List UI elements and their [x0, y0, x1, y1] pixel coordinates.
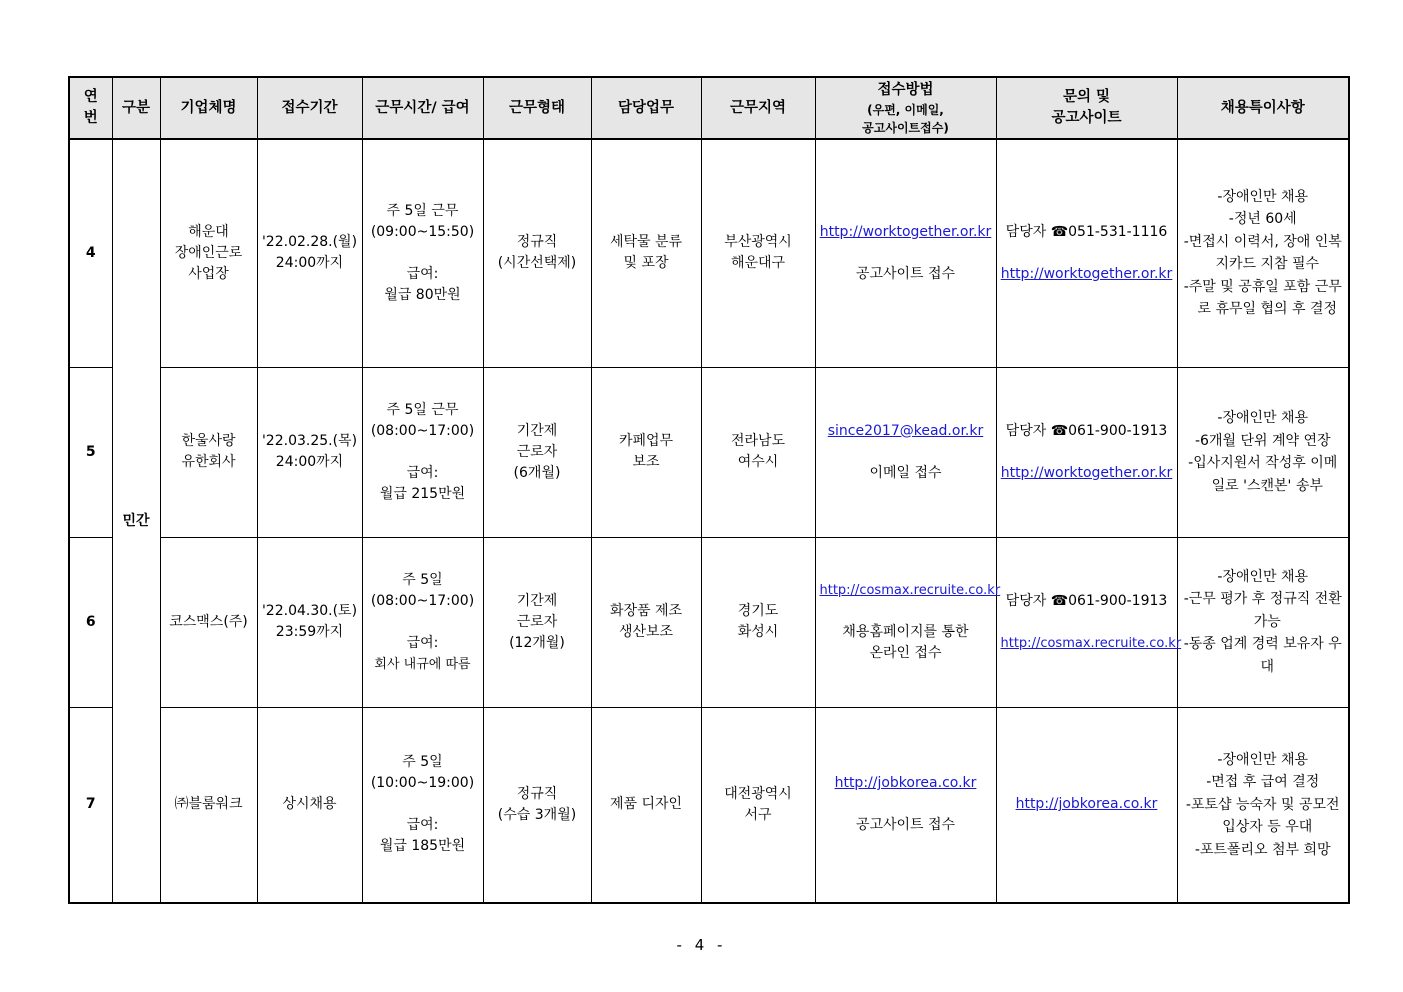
period-cell: 상시채용: [257, 707, 362, 903]
contact-link[interactable]: http://cosmax.recruite.co.kr: [1000, 635, 1182, 651]
duty-cell: 화장품 제조 생산보조: [591, 537, 701, 707]
type-cell: 기간제 근로자 (12개월): [483, 537, 591, 707]
row-number: 7: [69, 707, 112, 903]
category-cell: 민간: [112, 139, 160, 903]
notes-cell: -장애인만 채용 -면접 후 급여 결정 -포토샵 능숙자 및 공모전 입상자 등 우대 -포트폴리오 첨부 희망: [1177, 707, 1349, 903]
duty-cell: 세탁물 분류 및 포장: [591, 139, 701, 367]
duty-cell: 제품 디자인: [591, 707, 701, 903]
hours-pay-cell: 주 5일 (10:00~19:00) 급여: 월급 185만원: [362, 707, 483, 903]
company-cell: 코스맥스(주): [160, 537, 257, 707]
table-row: [69, 707, 1349, 903]
method-link[interactable]: http://worktogether.or.kr: [819, 223, 992, 240]
contact-link[interactable]: http://worktogether.or.kr: [1000, 265, 1173, 282]
header-no: 연 번: [69, 77, 112, 139]
header-hours: 근무시간/ 급여: [362, 77, 483, 139]
header-category: 구분: [112, 77, 160, 139]
region-cell: 대전광역시 서구: [701, 707, 815, 903]
contact-phone: 담당자 ☎051-531-1116: [1005, 223, 1168, 240]
job-listing-table: [68, 76, 1350, 904]
contact-phone: 담당자 ☎061-900-1913: [1005, 592, 1168, 609]
notes-cell: -장애인만 채용 -근무 평가 후 정규직 전환 가능 -동종 업계 경력 보유자 우대: [1177, 537, 1349, 707]
method-link[interactable]: http://jobkorea.co.kr: [834, 775, 977, 792]
contact-cell: [996, 139, 1177, 367]
header-method: 접수방법 (우편, 이메일, 공고사이트접수): [815, 77, 996, 139]
contact-link[interactable]: http://jobkorea.co.kr: [1015, 796, 1158, 813]
method-cell: http://worktogether.or.kr 공고사이트 접수: [815, 139, 996, 367]
row-number: 5: [69, 367, 112, 537]
header-period: 접수기간: [257, 77, 362, 139]
header-notes: 채용특이사항: [1177, 77, 1349, 139]
method-link[interactable]: http://cosmax.recruite.co.kr: [819, 583, 1001, 598]
header-company: 기업체명: [160, 77, 257, 139]
method-cell: since2017@kead.or.kr 이메일 접수: [815, 367, 996, 537]
header-type: 근무형태: [483, 77, 591, 139]
region-cell: 전라남도 여수시: [701, 367, 815, 537]
type-cell: 정규직 (시간선택제): [483, 139, 591, 367]
period-cell: '22.02.28.(월) 24:00까지: [257, 139, 362, 367]
header-region: 근무지역: [701, 77, 815, 139]
hours-pay-cell: 주 5일 (08:00~17:00) 급여: 회사 내규에 따름: [362, 537, 483, 707]
company-cell: ㈜블룸워크: [160, 707, 257, 903]
period-cell: '22.04.30.(토) 23:59까지: [257, 537, 362, 707]
contact-phone: 담당자 ☎061-900-1913: [1005, 422, 1168, 439]
type-cell: 기간제 근로자 (6개월): [483, 367, 591, 537]
page-number: - 4 -: [676, 936, 727, 954]
row-number: 4: [69, 139, 112, 367]
company-cell: 한울사랑 유한회사: [160, 367, 257, 537]
row-number: 6: [69, 537, 112, 707]
region-cell: 부산광역시 해운대구: [701, 139, 815, 367]
table-row: [69, 139, 1349, 367]
notes-cell: -장애인만 채용 -정년 60세 -면접시 이력서, 장애 인복지카드 지참 필수 -주말 및 공휴일 포함 근무로 휴무일 협의 후 결정: [1177, 139, 1349, 367]
header-contact: 문의 및 공고사이트: [996, 77, 1177, 139]
contact-link[interactable]: http://worktogether.or.kr: [1000, 464, 1173, 481]
type-cell: 정규직 (수습 3개월): [483, 707, 591, 903]
method-cell: http://cosmax.recruite.co.kr 채용홈페이지를 통한 온라인 접수: [815, 537, 996, 707]
contact-cell: [996, 367, 1177, 537]
region-cell: 경기도 화성시: [701, 537, 815, 707]
hours-pay-cell: 주 5일 근무 (08:00~17:00) 급여: 월급 215만원: [362, 367, 483, 537]
notes-cell: -장애인만 채용 -6개월 단위 계약 연장 -입사지원서 작성후 이메일로 '스캔본' 송부: [1177, 367, 1349, 537]
header-duty: 담당업무: [591, 77, 701, 139]
method-cell: http://jobkorea.co.kr 공고사이트 접수: [815, 707, 996, 903]
contact-cell: [996, 707, 1177, 903]
company-cell: 해운대 장애인근로 사업장: [160, 139, 257, 367]
hours-pay-cell: 주 5일 근무 (09:00~15:50) 급여: 월급 80만원: [362, 139, 483, 367]
table-row: [69, 537, 1349, 707]
period-cell: '22.03.25.(목) 24:00까지: [257, 367, 362, 537]
duty-cell: 카페업무 보조: [591, 367, 701, 537]
header-row: [69, 77, 1349, 139]
method-link[interactable]: since2017@kead.or.kr: [827, 422, 984, 439]
contact-cell: [996, 537, 1182, 707]
table-row: [69, 367, 1349, 537]
